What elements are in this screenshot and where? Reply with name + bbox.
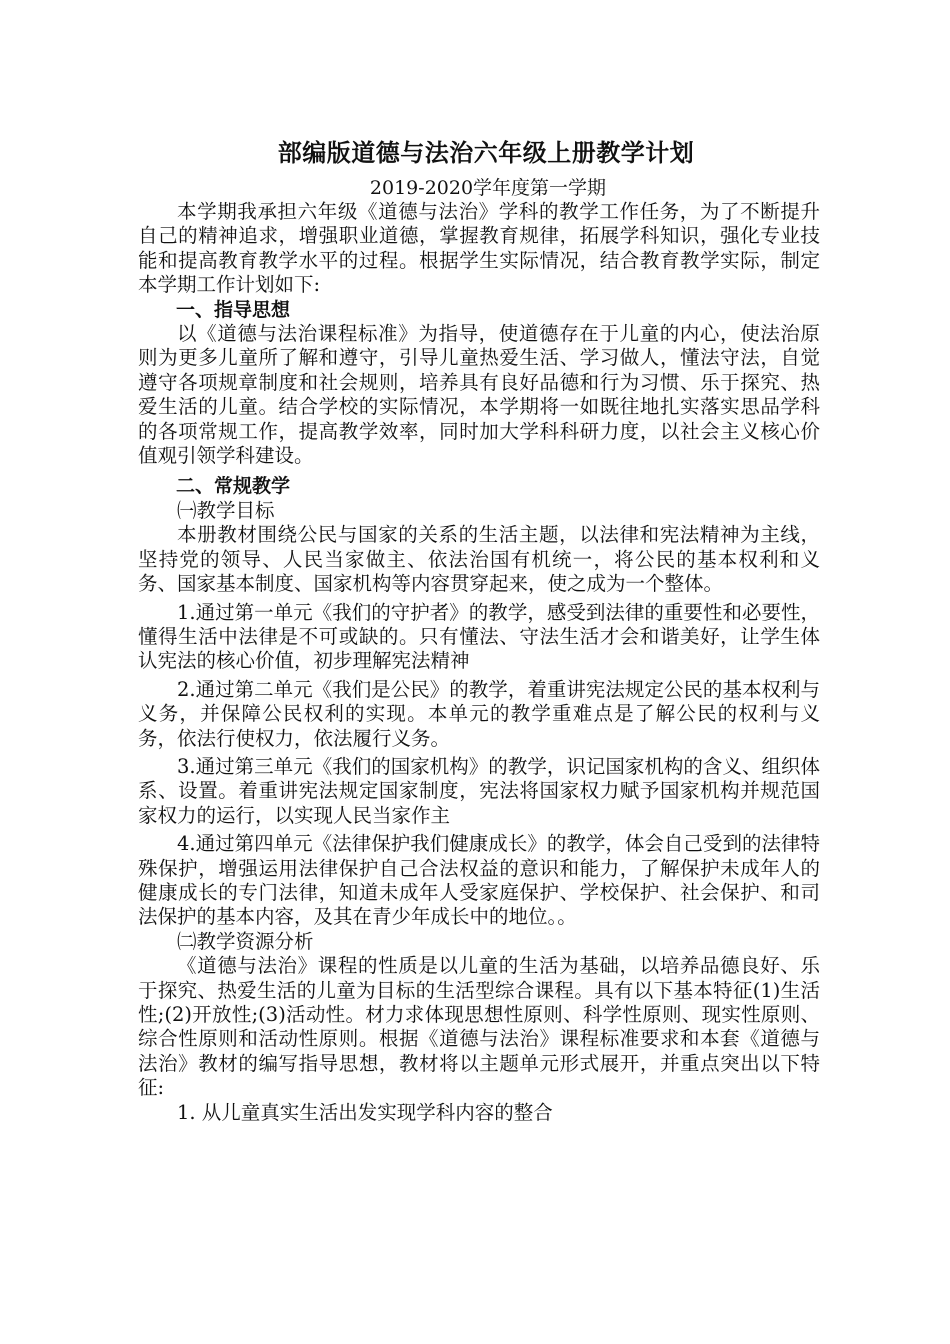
goal-item-4: 4.通过第四单元《法律保护我们健康成长》的教学，体会自己受到的法律特殊保护，增强运用法律保护自己合法权益的意识和能力，了解保护未成年人的健康成长的专门法律，知道未成年人受家庭保护、学校保护、社会保护、和司法保护的基本内容，及其在青少年成长中的地位。。: [138, 832, 820, 929]
teaching-goals-paragraph: 本册教材围绕公民与国家的关系的生活主题，以法律和宪法精神为主线，坚持党的领导、人民当家做主、依法治国有机统一，将公民的基本权利和义务、国家基本制度、国家机构等内容贯穿起来，使之成为一个整体。: [138, 523, 820, 596]
intro-paragraph: 本学期我承担六年级《道德与法治》学科的教学工作任务，为了不断提升自己的精神追求，增强职业道德，掌握教育规律，拓展学科知识，强化专业技能和提高教育教学水平的过程。根据学生实际情况，结合教育教学实际，制定本学期工作计划如下:: [138, 200, 820, 297]
goal-item-3: 3.通过第三单元《我们的国家机构》的教学，识记国家机构的含义、组织体系、设置。着重讲宪法规定国家制度，宪法将国家权力赋予国家机构并规范国家权力的运行，以实现人民当家作主: [138, 754, 820, 827]
guiding-ideology-paragraph: 以《道德与法治课程标准》为指导，使道德存在于儿童的内心，使法治原则为更多儿童所了解和遵守，引导儿童热爱生活、学习做人，懂法守法，自觉遵守各项规章制度和社会规则，培养具有良好品德和行为习惯、乐于探究、热爱生活的儿童。结合学校的实际情况，本学期将一如既往地扎实落实思品学科的各项常规工作，提高教学效率，同时加大学科科研力度，以社会主义核心价值观引领学科建设。: [138, 322, 820, 468]
goal-item-2: 2.通过第二单元《我们是公民》的教学，着重讲宪法规定公民的基本权利与义务，并保障公民权利的实现。本单元的教学重难点是了解公民的权利与义务，依法行使权力，依法履行义务。: [138, 677, 820, 750]
section-heading-routine-teaching: 二、常规教学: [176, 475, 291, 498]
resource-analysis-paragraph: 《道德与法治》课程的性质是以儿童的生活为基础，以培养品德良好、乐于探究、热爱生活的儿童为目标的生活型综合课程。具有以下基本特征(1)生活性;(2)开放性;(3)活动性。材力求体现思想性原则、科学性原则、现实性原则、综合性原则和活动性原则。根据《道德与法治》课程标准要求和本套《道德与法治》教材的编写指导思想，教材将以主题单元形式展开，并重点突出以下特征:: [138, 954, 820, 1100]
document-page: [138, 130, 820, 1125]
feature-item-1: 1. 从儿童真实生活出发实现学科内容的整合: [177, 1100, 553, 1124]
document-subtitle: 2019-2020学年度第一学期: [369, 177, 607, 199]
subheading-teaching-goals: ㈠教学目标: [177, 498, 275, 522]
document-title: 部编版道德与法治六年级上册教学计划: [277, 139, 695, 167]
goal-item-1: 1.通过第一单元《我们的守护者》的教学，感受到法律的重要性和必要性，懂得生活中法律是不可或缺的。只有懂法、守法生活才会和谐美好，让学生体认宪法的核心价值，初步理解宪法精神: [138, 600, 820, 673]
section-heading-guiding-ideology: 一、指导思想: [176, 298, 291, 321]
subheading-resource-analysis: ㈡教学资源分析: [177, 929, 314, 953]
